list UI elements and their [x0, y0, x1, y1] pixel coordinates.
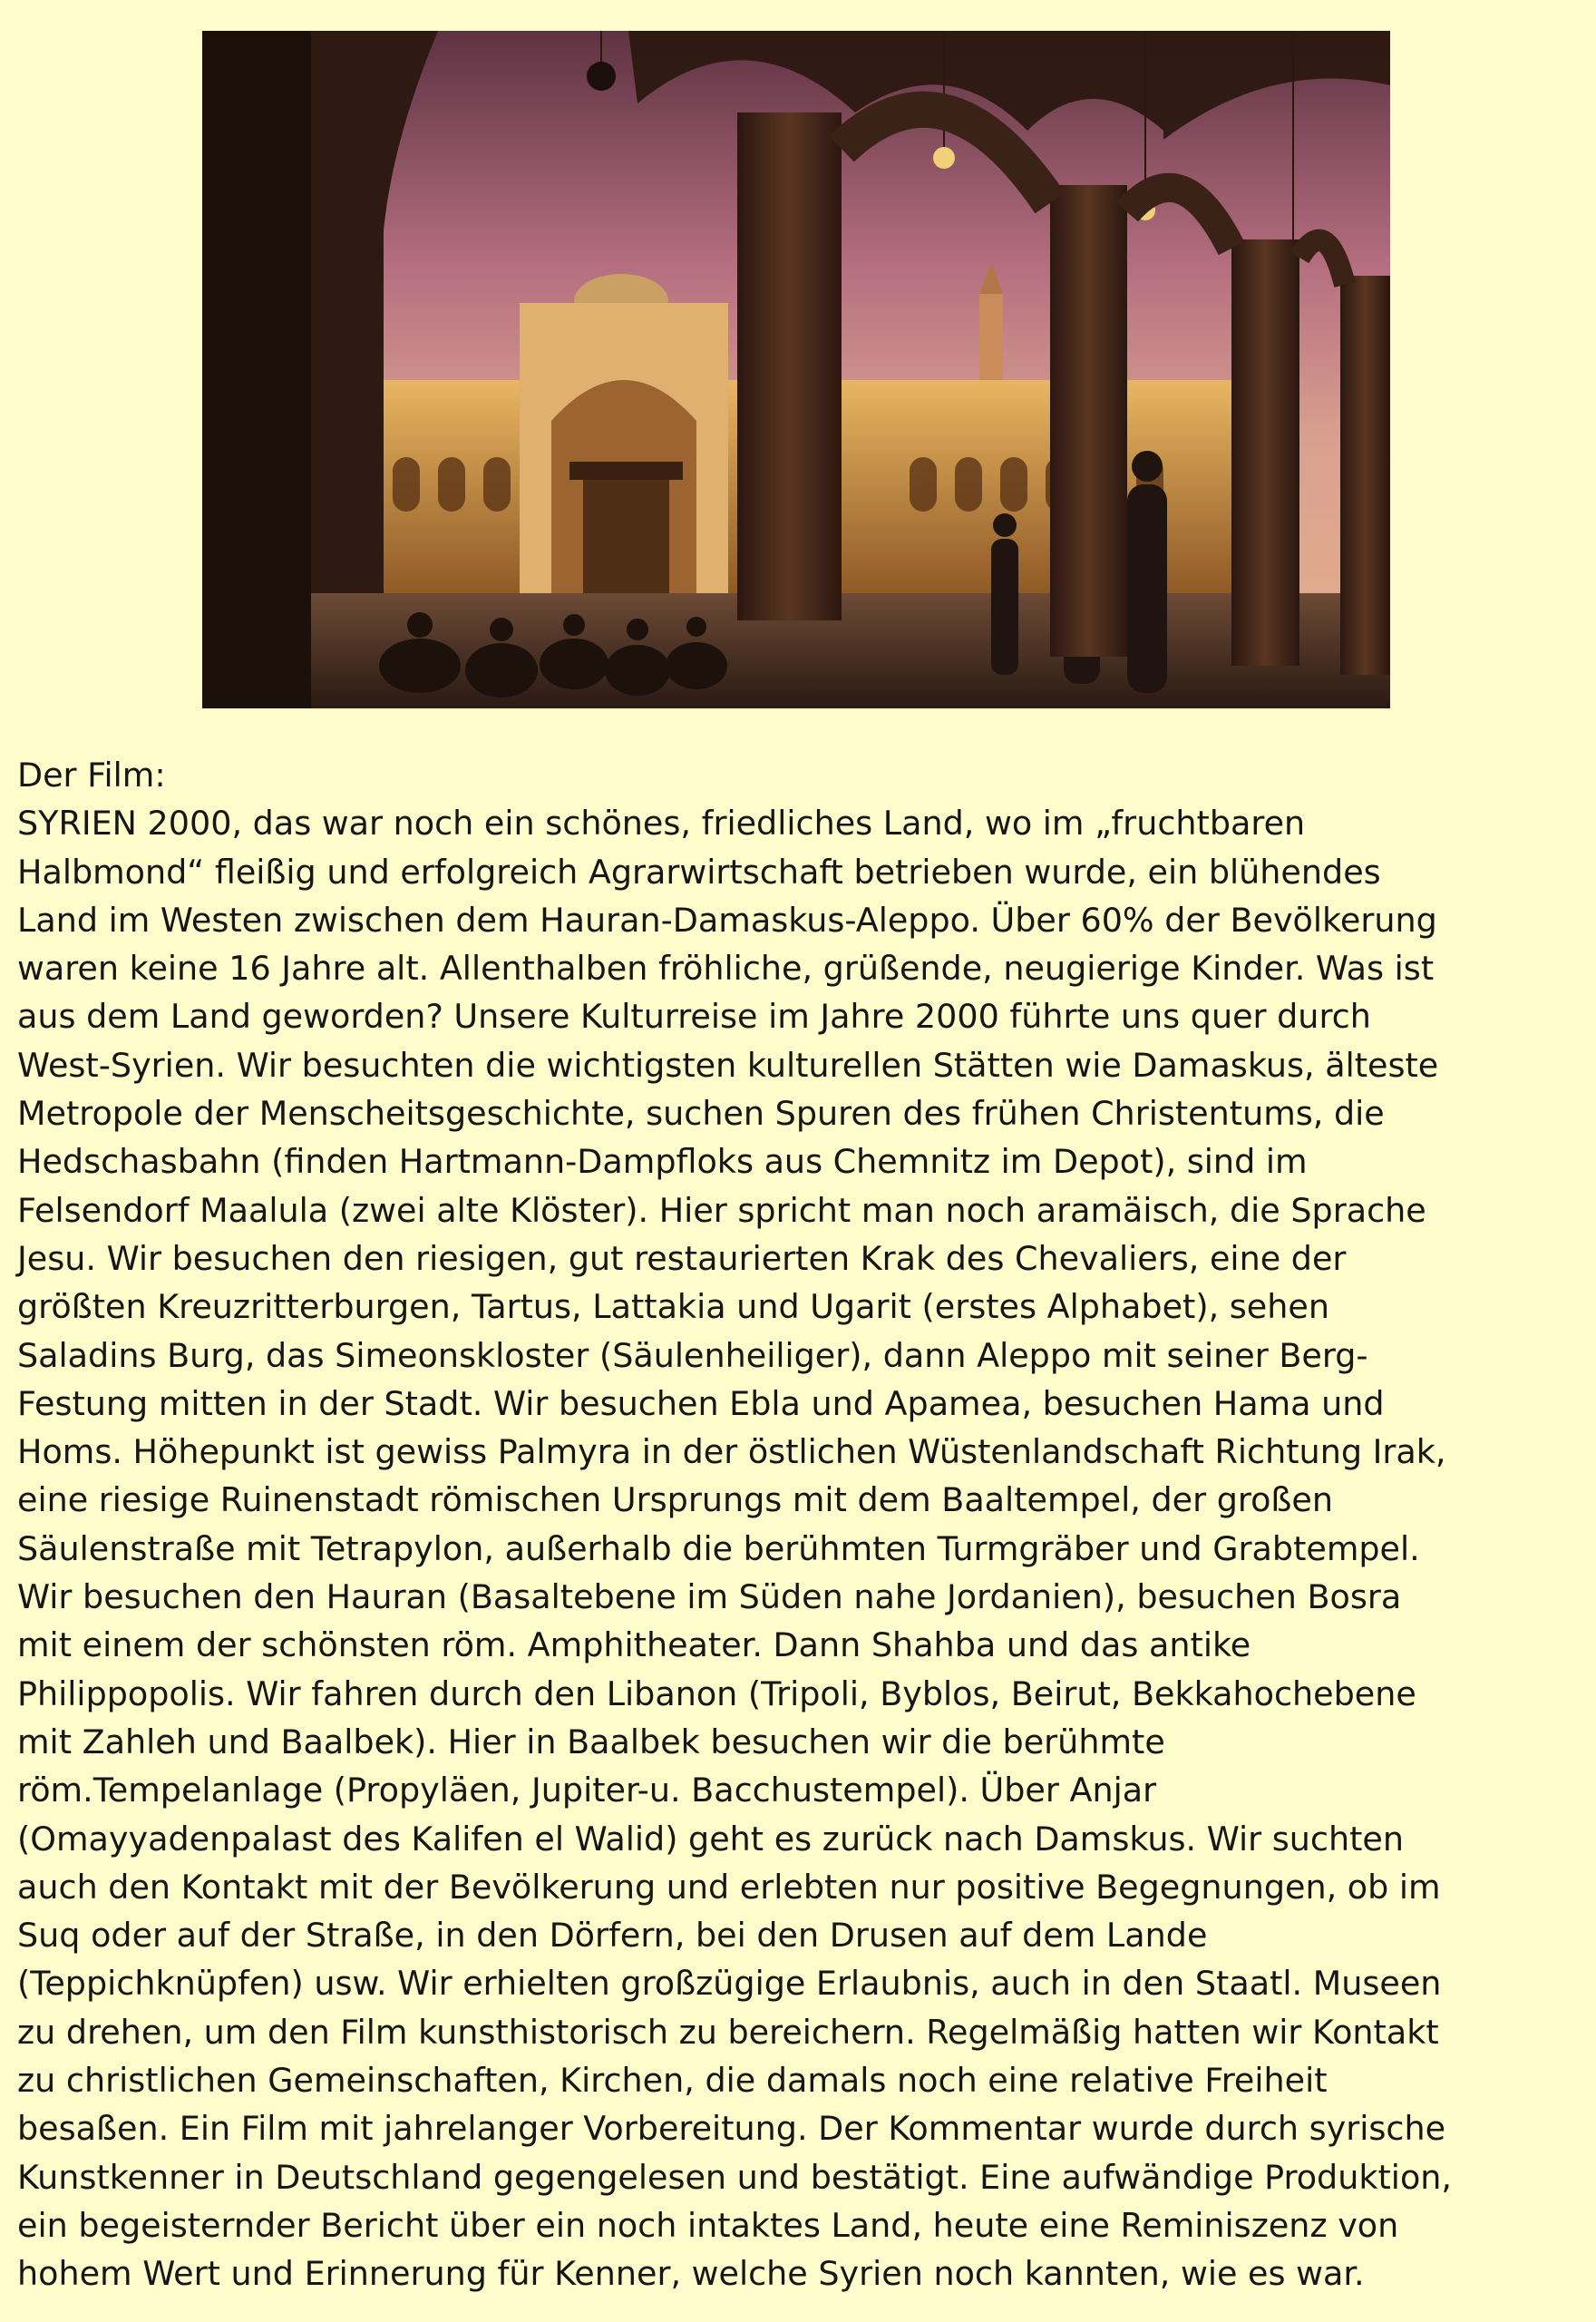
text-line: röm.Tempelanlage (Propyläen, Jupiter-u. Bacchustempel). Über Anjar	[17, 1771, 1157, 1810]
text-line: waren keine 16 Jahre alt. Allenthalben fröhliche, grüßende, neugierige Kinder. Was ist	[17, 949, 1435, 989]
text-line: Saladins Burg, das Simeonskloster (Säulenheiliger), dann Aleppo mit seiner Berg-	[17, 1335, 1368, 1375]
text-line: Hedschasbahn (finden Hartmann-Dampfloks aus Chemnitz im Depot), sind im	[17, 1142, 1308, 1182]
text-line: eine riesige Ruinenstadt römischen Ursprungs mit dem Baaltempel, der großen	[17, 1480, 1333, 1520]
text-line: Homs. Höhepunkt ist gewiss Palmyra in der östlichen Wüstenlandschaft Richtung Irak,	[17, 1432, 1446, 1472]
text-line: auch den Kontakt mit der Bevölkerung und erlebten nur positive Begegnungen, ob im	[17, 1867, 1441, 1907]
text-line: Philippopolis. Wir fahren durch den Libanon (Tripoli, Byblos, Beirut, Bekkahochebene	[17, 1673, 1416, 1713]
text-line: mit einem der schönsten röm. Amphitheater. Dann Shahba und das antike	[17, 1625, 1251, 1665]
text-line: Halbmond“ fleißig und erfolgreich Agrarwirtschaft betrieben wurde, ein blühendes	[17, 852, 1381, 892]
text-line: Säulenstraße mit Tetrapylon, außerhalb die berühmten Turmgräber und Grabtempel.	[17, 1528, 1420, 1568]
text-line: Metropole der Menscheitsgeschichte, suchen Spuren des frühen Christentums, die	[17, 1094, 1385, 1134]
text-line: Festung mitten in der Stadt. Wir besuchen Ebla und Apamea, besuchen Hama und	[17, 1383, 1385, 1423]
text-line: besaßen. Ein Film mit jahrelanger Vorbereitung. Der Kommentar wurde durch syrische	[17, 2109, 1446, 2149]
text-line: (Teppichknüpfen) usw. Wir erhielten großzügige Erlaubnis, auch in den Staatl. Museen	[17, 1964, 1442, 2004]
text-line: zu christlichen Gemeinschaften, Kirchen, die damals noch eine relative Freiheit	[17, 2061, 1328, 2101]
text-line: Land im Westen zwischen dem Hauran-Damaskus-Aleppo. Über 60% der Bevölkerung	[17, 900, 1437, 940]
text-line: Wir besuchen den Hauran (Basaltebene im Süden nahe Jordanien), besuchen Bosra	[17, 1577, 1402, 1617]
section-heading: Der Film:	[17, 756, 166, 795]
film-description	[17, 751, 1596, 2298]
text-line: ein begeisternder Bericht über ein noch intaktes Land, heute eine Reminiszenz von	[17, 2205, 1399, 2245]
text-line: Suq oder auf der Straße, in den Dörfern, bei den Drusen auf dem Lande	[17, 1916, 1208, 1956]
text-line: hohem Wert und Erinnerung für Kenner, welche Syrien noch kannten, wie es war.	[17, 2254, 1365, 2294]
mosque-courtyard-illustration	[202, 31, 1390, 708]
text-line: (Omayyadenpalast des Kalifen el Walid) geht es zurück nach Damskus. Wir suchten	[17, 1819, 1405, 1859]
text-line: Kunstkenner in Deutschland gegengelesen und bestätigt. Eine aufwändige Produktion,	[17, 2157, 1453, 2197]
mosque-courtyard-photo	[202, 31, 1390, 708]
text-line: West-Syrien. Wir besuchten die wichtigsten kulturellen Stätten wie Damaskus, älteste	[17, 1045, 1439, 1085]
text-line: zu drehen, um den Film kunsthistorisch zu bereichern. Regelmäßig hatten wir Kontakt	[17, 2012, 1439, 2052]
text-line: SYRIEN 2000, das war noch ein schönes, friedliches Land, wo im „fruchtbaren	[17, 804, 1306, 844]
text-line: Felsendorf Maalula (zwei alte Klöster). Hier spricht man noch aramäisch, die Sprache	[17, 1190, 1426, 1230]
description-paragraph	[17, 799, 1596, 2298]
text-line: mit Zahleh und Baalbek). Hier in Baalbek besuchen wir die berühmte	[17, 1722, 1165, 1761]
text-line: Jesu. Wir besuchen den riesigen, gut restaurierten Krak des Chevaliers, eine der	[17, 1238, 1347, 1278]
text-line: aus dem Land geworden? Unsere Kulturreise im Jahre 2000 führte uns quer durch	[17, 997, 1371, 1037]
text-line: größten Kreuzritterburgen, Tartus, Lattakia und Ugarit (erstes Alphabet), sehen	[17, 1287, 1329, 1327]
